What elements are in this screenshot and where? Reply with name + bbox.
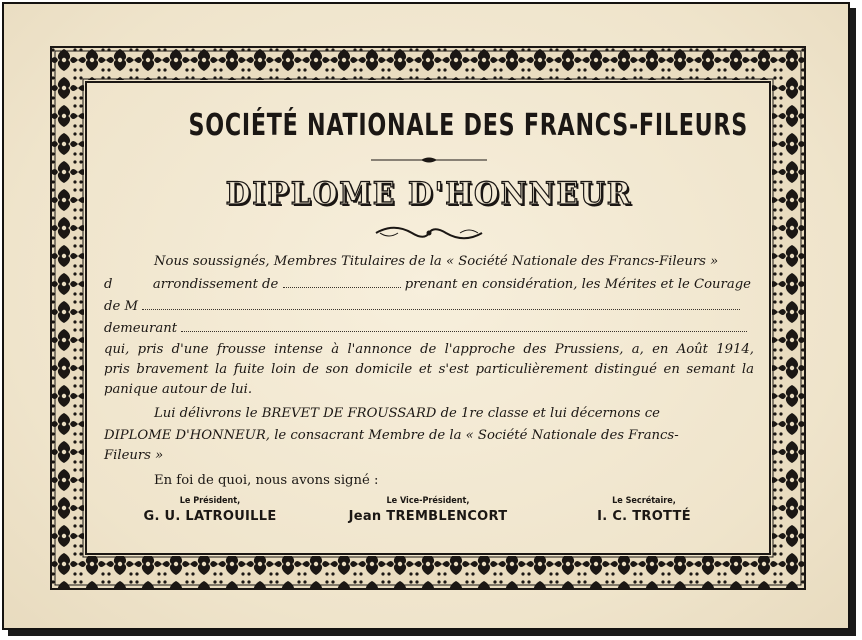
president-label: Le Président, [179,496,241,506]
certificate-content [104,102,754,542]
signed-line: En foi de quoi, nous avons signé : [154,473,379,488]
text-line-5: qui, pris d'une frousse intense à l'annonce de l'approche des Prussiens, a, en Août 1914, [104,342,754,357]
vice-president-label: Le Vice-Président, [386,496,470,506]
text-segment: demeurant [104,321,178,336]
text-line-2 [104,275,754,294]
president-name: G. U. LATROUILLE [143,509,277,524]
blank-field-arrondissement [283,275,401,288]
brevet-title: BREVET DE FROUSSARD [261,406,437,421]
text-line-3 [104,297,754,316]
flourish-ornament [372,224,486,242]
text-line-7: panique autour de lui. [104,382,253,397]
diploma-mention: DIPLOME D'HONNEUR, [104,428,270,443]
title-divider [369,154,489,166]
society-title: SOCIÉTÉ NATIONALE DES FRANCS-FILEURS [188,108,748,143]
certificate-frame [2,2,850,630]
text-segment: arrondissement de [152,277,279,292]
text-segment: d [104,277,113,292]
secretary-label: Le Secrétaire, [612,496,676,506]
text-segment: de 1re classe et lui décernons ce [440,406,660,421]
blank-field-address [181,319,747,332]
vice-president-name: Jean TREMBLENCORT [348,509,508,524]
secretary-name: I. C. TROTTÉ [597,509,691,524]
text-line-8 [104,405,754,423]
text-segment: le consacrant Membre de la « Société Nationale des Francs- [274,428,679,443]
blank-field-name [142,297,740,310]
text-line-6: pris bravement la fuite loin de son domicile et s'est particulièrement distingué en semant la [104,362,754,377]
text-line-4 [104,319,754,338]
text-segment: de M [104,299,138,314]
text-segment: prenant en considération, les Mérites et le Courage [404,277,751,292]
text-line-10: Fileurs » [104,448,164,463]
text-segment: Lui délivrons le [154,406,258,421]
text-line-1: Nous soussignés, Membres Titulaires de la « Société Nationale des Francs-Fileurs » [154,254,719,269]
diploma-title: DIPLOME D'HONNEUR [225,176,633,212]
text-line-9 [104,427,754,445]
